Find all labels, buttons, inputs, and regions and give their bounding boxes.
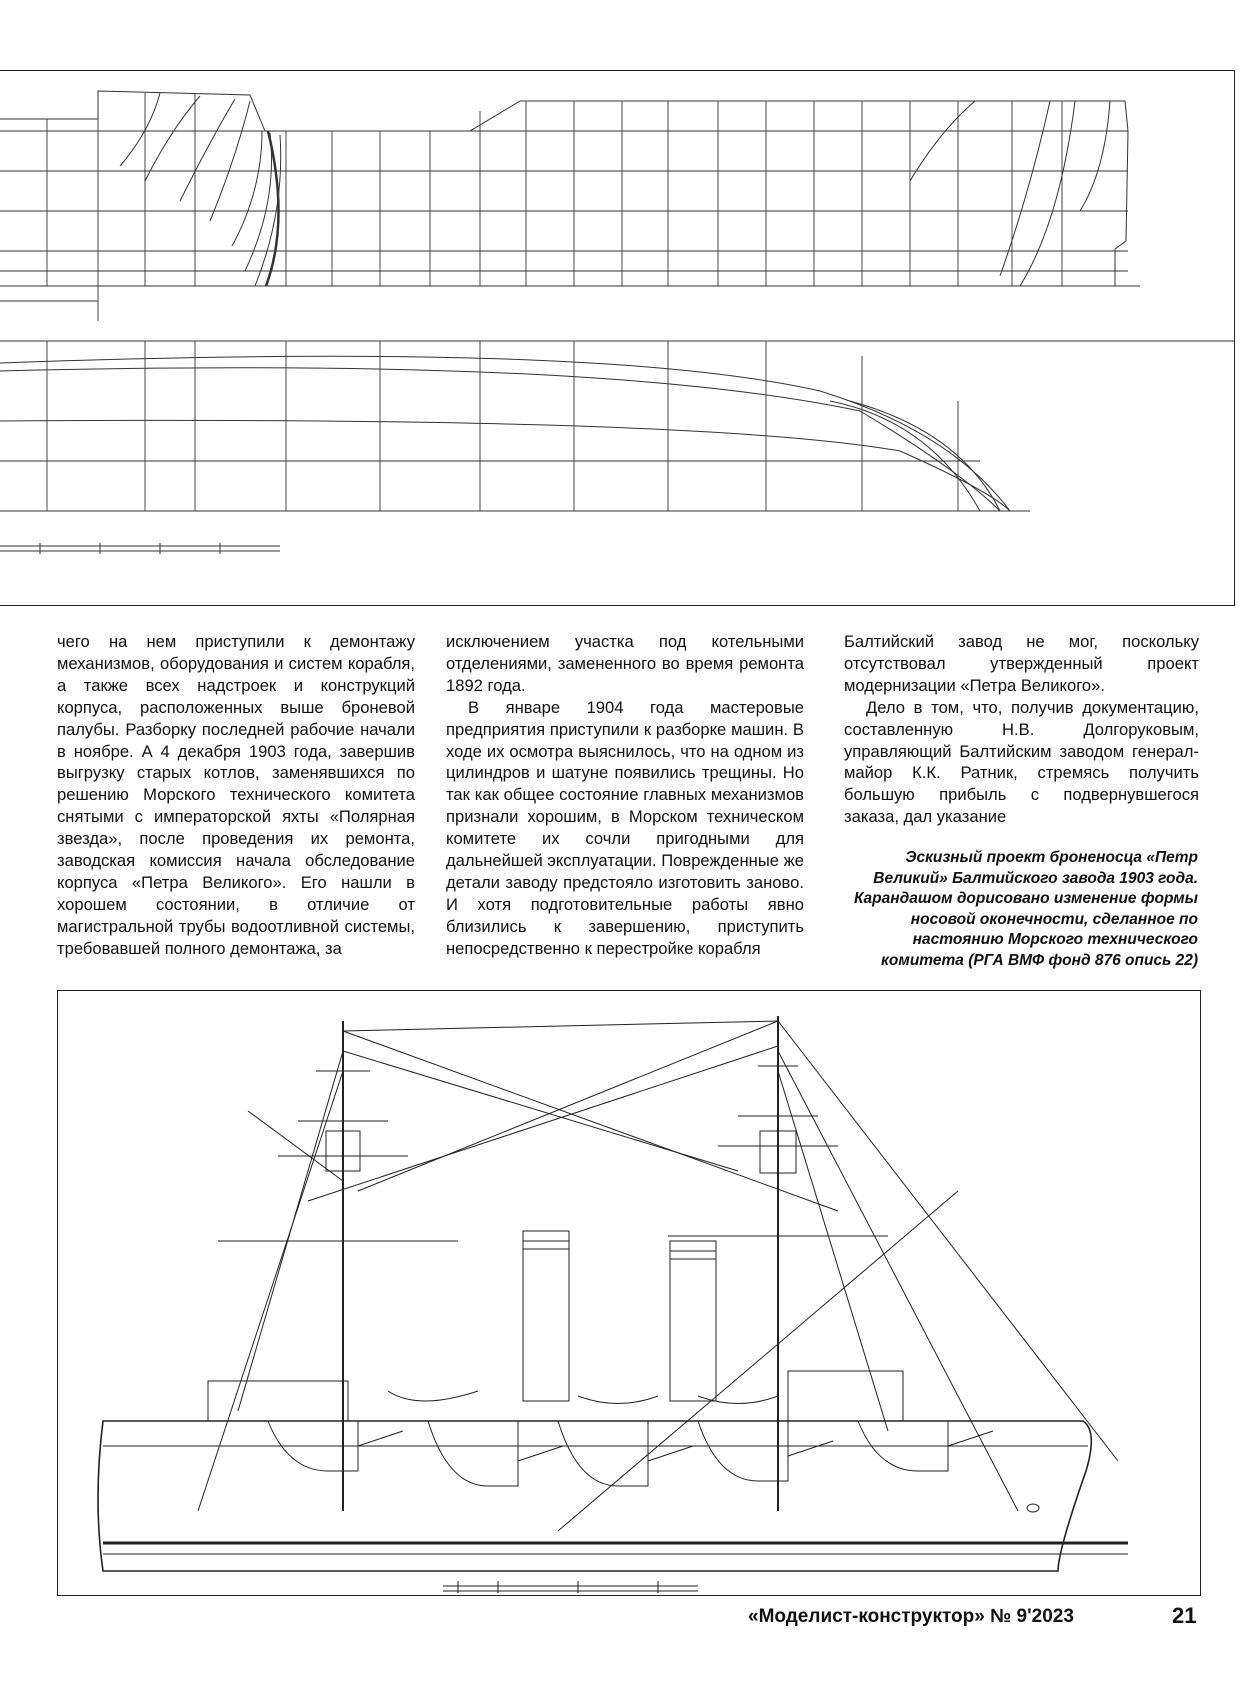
magazine-title: «Моделист-конструктор» № 9'2023 bbox=[748, 1606, 1074, 1627]
figure-caption: Эскизный проект броненосца «Петр Великий» Балтийского завода 1903 года. Карандашом дорисовано изменение формы носовой оконечности, сделанное по настоянию Морского технического комитета (РГА ВМФ фонд 876 опись 22) bbox=[854, 849, 1198, 969]
article-column-2 bbox=[446, 631, 804, 960]
hull-lines-drawing bbox=[0, 70, 1235, 606]
paragraph: исключением участка под котельными отделениями, замененного во время ремонта 1892 года. bbox=[446, 632, 804, 695]
paragraph: В январе 1904 года мастеровые предприятия приступили к разборке машин. В ходе их осмотра выяснилось, что на одном из цилиндров и шатуне появились трещины. Но так как общее состояние главных механизмов признали хорошим, в Морском техническом комитете их сочли пригодными для дальнейшей эксплуатации. Поврежденные же детали заводу предстояло изготовить заново. И хотя подготовительные работы явно близились к завершению, приступить непосредственно к перестройке корабля bbox=[446, 697, 804, 958]
ship-elevation-drawing bbox=[57, 990, 1201, 1596]
hull-lines-svg bbox=[0, 71, 1234, 605]
ship-elevation-svg bbox=[58, 991, 1200, 1595]
page-number: 21 bbox=[1172, 1603, 1197, 1628]
paragraph: Балтийский завод не мог, поскольку отсутствовал утвержденный проект модернизации «Петра Великого». bbox=[844, 632, 1199, 695]
paragraph: чего на нем приступили к демонтажу механизмов, оборудования и систем корабля, а также всех надстроек и конструкций корпуса, расположенных выше броневой палубы. Разборку последней рабочие начали в ноябре. А 4 декабря 1903 года, завершив выгрузку старых котлов, заменявшихся по решению Морского технического комитета снятыми с императорской яхты «Полярная звезда», после проведения их ремонта, заводская комиссия начала обследование корпуса «Петра Великого». Его нашли в хорошем состоянии, в отличие от магистральной трубы водоотливной системы, требовавшей полного демонтажа, за bbox=[57, 632, 415, 958]
article-column-1 bbox=[57, 631, 415, 960]
article-column-3 bbox=[844, 631, 1199, 828]
paragraph: Дело в том, что, получив документацию, составленную Н.В. Долгоруковым, управляющий Балтийским заводом генерал-майор К.К. Ратник, стремясь получить большую прибыль с подвернувшегося заказа, дал указание bbox=[844, 697, 1199, 827]
